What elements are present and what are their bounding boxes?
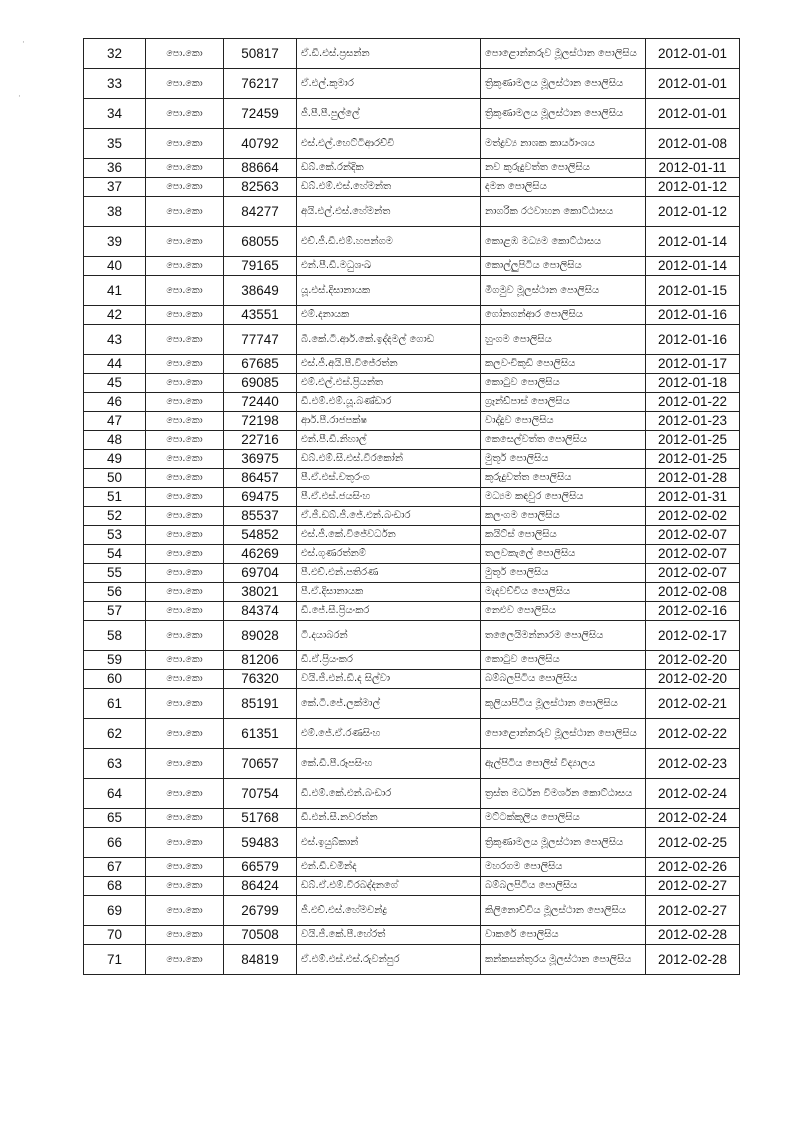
police-station-cell: ඇල්පිටිය පොලිස් විද්‍යාලය	[481, 749, 646, 779]
police-station-cell: පොළොන්නරුව මූලස්ථාන පොලිසිය	[481, 719, 646, 749]
serial-number-cell: 63	[84, 749, 146, 779]
table-row	[84, 257, 740, 276]
officer-name-cell: ඩබ්.එම්.සී.එස්.වීරකෝන්	[297, 450, 481, 469]
rank-cell: පො.කො	[146, 276, 224, 306]
rank-cell: පො.කො	[146, 621, 224, 651]
registration-number-cell: 76217	[224, 69, 297, 99]
table-row	[84, 877, 740, 896]
date-cell: 2012-02-27	[646, 877, 740, 896]
registration-number-cell: 40792	[224, 129, 297, 159]
registration-number-cell: 86457	[224, 469, 297, 488]
rank-cell: පො.කො	[146, 325, 224, 355]
date-cell: 2012-01-25	[646, 450, 740, 469]
rank-cell: පො.කො	[146, 689, 224, 719]
officer-name-cell: පී.ඒ.එස්.ජයසිංහ	[297, 488, 481, 507]
officer-name-cell: ඩී.එම්.කේ.එන්.බංඩාර	[297, 779, 481, 809]
rank-cell: පො.කො	[146, 651, 224, 670]
date-cell: 2012-01-16	[646, 306, 740, 325]
serial-number-cell: 46	[84, 393, 146, 412]
table-row	[84, 858, 740, 877]
registration-number-cell: 54852	[224, 526, 297, 545]
registration-number-cell: 38649	[224, 276, 297, 306]
officer-name-cell: පී.ඒ.එස්.චතුරංග	[297, 469, 481, 488]
table-row	[84, 412, 740, 431]
police-station-cell: ත්‍රිකුණාමලය මූලස්ථාන පොලිසිය	[481, 99, 646, 129]
registration-number-cell: 89028	[224, 621, 297, 651]
police-station-cell: වාද්දුව පොලිසිය	[481, 412, 646, 431]
officer-name-cell: එස්.ඉයුබ්කාන්	[297, 828, 481, 858]
date-cell: 2012-02-28	[646, 945, 740, 975]
table-row	[84, 651, 740, 670]
date-cell: 2012-02-24	[646, 809, 740, 828]
officer-name-cell: එම්.ජේ.ඒ.රණසිංහ	[297, 719, 481, 749]
table-row	[84, 621, 740, 651]
rank-cell: පො.කො	[146, 564, 224, 583]
police-station-cell: කොල්ලුපිටිය පොලිසිය	[481, 257, 646, 276]
date-cell: 2012-01-12	[646, 178, 740, 197]
document-page	[83, 38, 739, 975]
registration-number-cell: 69475	[224, 488, 297, 507]
date-cell: 2012-01-01	[646, 39, 740, 69]
table-row	[84, 488, 740, 507]
serial-number-cell: 45	[84, 374, 146, 393]
serial-number-cell: 51	[84, 488, 146, 507]
police-station-cell: මීගමුව මූලස්ථාන පොලිසිය	[481, 276, 646, 306]
serial-number-cell: 59	[84, 651, 146, 670]
table-row	[84, 689, 740, 719]
officer-name-cell: එස්.ජී.කේ.විජේවර්ධන	[297, 526, 481, 545]
police-station-cell: තලවකැලේ පොලිසිය	[481, 545, 646, 564]
table-row	[84, 828, 740, 858]
police-station-cell: කෙසෙල්වත්ත පොලිසිය	[481, 431, 646, 450]
date-cell: 2012-02-25	[646, 828, 740, 858]
rank-cell: පො.කො	[146, 719, 224, 749]
table-row	[84, 545, 740, 564]
police-station-cell: මත්ද්‍රව්‍ය නාශක කාර්යාංශය	[481, 129, 646, 159]
police-station-cell: කන්කසන්තුරය මූලස්ථාන පොලිසිය	[481, 945, 646, 975]
date-cell: 2012-01-17	[646, 355, 740, 374]
table-row	[84, 526, 740, 545]
registration-number-cell: 68055	[224, 227, 297, 257]
serial-number-cell: 58	[84, 621, 146, 651]
table-row	[84, 129, 740, 159]
registration-number-cell: 43551	[224, 306, 297, 325]
registration-number-cell: 76320	[224, 670, 297, 689]
table-row	[84, 276, 740, 306]
rank-cell: පො.කො	[146, 526, 224, 545]
rank-cell: පො.කො	[146, 602, 224, 621]
rank-cell: පො.කො	[146, 779, 224, 809]
police-station-cell: කොටුව පොලිසිය	[481, 651, 646, 670]
rank-cell: පො.කො	[146, 858, 224, 877]
officer-name-cell: කේ.ඩී.පී.රූපසිංහ	[297, 749, 481, 779]
police-station-cell: ගෝනගන්ආර පොලිසිය	[481, 306, 646, 325]
registration-number-cell: 85537	[224, 507, 297, 526]
registration-number-cell: 70657	[224, 749, 297, 779]
officer-name-cell: එන්.ඩී.චමින්ද	[297, 858, 481, 877]
date-cell: 2012-01-28	[646, 469, 740, 488]
police-station-cell: කලංගම පොලිසිය	[481, 507, 646, 526]
rank-cell: පො.කො	[146, 306, 224, 325]
date-cell: 2012-02-26	[646, 858, 740, 877]
officer-name-cell: කේ.ටී.ජේ.ලක්මාල්	[297, 689, 481, 719]
date-cell: 2012-02-07	[646, 545, 740, 564]
rank-cell: පො.කො	[146, 877, 224, 896]
serial-number-cell: 69	[84, 896, 146, 926]
registration-number-cell: 82563	[224, 178, 297, 197]
police-station-cell: කොටුව පොලිසිය	[481, 374, 646, 393]
police-station-cell: නාගරික රථවාහන කොට්ඨාසය	[481, 197, 646, 227]
police-station-cell: කුලියාපිටිය මූලස්ථාන පොලිසිය	[481, 689, 646, 719]
date-cell: 2012-01-01	[646, 99, 740, 129]
officer-name-cell: ජී.එච්.එස්.හේමචන්ද්‍ර	[297, 896, 481, 926]
officer-transfer-table	[83, 38, 740, 975]
date-cell: 2012-02-22	[646, 719, 740, 749]
officer-name-cell: ඒ.ජී.ඩබ්.ජී.ජේ.එන්.බංඩාර	[297, 507, 481, 526]
registration-number-cell: 67685	[224, 355, 297, 374]
serial-number-cell: 34	[84, 99, 146, 129]
registration-number-cell: 77747	[224, 325, 297, 355]
date-cell: 2012-02-28	[646, 926, 740, 945]
table-row	[84, 469, 740, 488]
serial-number-cell: 36	[84, 159, 146, 178]
registration-number-cell: 84819	[224, 945, 297, 975]
date-cell: 2012-02-24	[646, 779, 740, 809]
officer-name-cell: ටී.දයාබරන්	[297, 621, 481, 651]
police-station-cell: මධ්‍යම කඳවුර පොලිසිය	[481, 488, 646, 507]
serial-number-cell: 67	[84, 858, 146, 877]
table-row	[84, 926, 740, 945]
rank-cell: පො.කො	[146, 159, 224, 178]
date-cell: 2012-01-16	[646, 325, 740, 355]
police-station-cell: මුතූර් පොලිසිය	[481, 450, 646, 469]
serial-number-cell: 62	[84, 719, 146, 749]
registration-number-cell: 72459	[224, 99, 297, 129]
table-row	[84, 602, 740, 621]
rank-cell: පො.කො	[146, 488, 224, 507]
serial-number-cell: 42	[84, 306, 146, 325]
rank-cell: පො.කො	[146, 828, 224, 858]
rank-cell: පො.කො	[146, 926, 224, 945]
date-cell: 2012-01-23	[646, 412, 740, 431]
officer-name-cell: ජී.පී.පී.පුල්ලේ	[297, 99, 481, 129]
serial-number-cell: 41	[84, 276, 146, 306]
registration-number-cell: 46269	[224, 545, 297, 564]
table-row	[84, 945, 740, 975]
rank-cell: පො.කො	[146, 749, 224, 779]
police-station-cell: මට්ටක්කුලිය පොලිසිය	[481, 809, 646, 828]
date-cell: 2012-01-31	[646, 488, 740, 507]
table-row	[84, 227, 740, 257]
date-cell: 2012-02-23	[646, 749, 740, 779]
serial-number-cell: 71	[84, 945, 146, 975]
registration-number-cell: 66579	[224, 858, 297, 877]
rank-cell: පො.කො	[146, 374, 224, 393]
table-row	[84, 325, 740, 355]
rank-cell: පො.කො	[146, 431, 224, 450]
registration-number-cell: 79165	[224, 257, 297, 276]
date-cell: 2012-01-01	[646, 69, 740, 99]
rank-cell: පො.කො	[146, 507, 224, 526]
registration-number-cell: 22716	[224, 431, 297, 450]
registration-number-cell: 72440	[224, 393, 297, 412]
date-cell: 2012-02-20	[646, 651, 740, 670]
officer-name-cell: එන්.පී.ඩී.මධුශංඛ	[297, 257, 481, 276]
officer-name-cell: එස්.ගුණරත්නම්	[297, 545, 481, 564]
date-cell: 2012-01-25	[646, 431, 740, 450]
police-station-cell: හුංගම පොලිසිය	[481, 325, 646, 355]
serial-number-cell: 35	[84, 129, 146, 159]
officer-name-cell: ඩබ්.ඒ.එම්.වීරබද්දනගේ	[297, 877, 481, 896]
police-station-cell: වාකරේ පොලිසිය	[481, 926, 646, 945]
rank-cell: පො.කො	[146, 178, 224, 197]
serial-number-cell: 57	[84, 602, 146, 621]
serial-number-cell: 56	[84, 583, 146, 602]
rank-cell: පො.කො	[146, 545, 224, 564]
registration-number-cell: 69704	[224, 564, 297, 583]
officer-name-cell: පී.එච්.එන්.පතිරණ	[297, 564, 481, 583]
police-station-cell: කොළඹ මධ්‍යම කොට්ඨාසය	[481, 227, 646, 257]
serial-number-cell: 38	[84, 197, 146, 227]
table-row	[84, 809, 740, 828]
officer-name-cell: ඒ.එල්.කුමාර	[297, 69, 481, 99]
police-station-cell: බම්බලපිටිය පොලිසිය	[481, 877, 646, 896]
registration-number-cell: 59483	[224, 828, 297, 858]
serial-number-cell: 39	[84, 227, 146, 257]
table-row	[84, 670, 740, 689]
police-station-cell: ග්‍රෑන්ඩ්පාස් පොලිසිය	[481, 393, 646, 412]
registration-number-cell: 69085	[224, 374, 297, 393]
date-cell: 2012-01-22	[646, 393, 740, 412]
police-station-cell: දමන පොලිසිය	[481, 178, 646, 197]
officer-name-cell: ඩී.ජේ.සී.ප්‍රියංකර	[297, 602, 481, 621]
table-row	[84, 178, 740, 197]
police-station-cell: ත්‍රිකුණාමලය මූලස්ථාන පොලිසිය	[481, 828, 646, 858]
registration-number-cell: 70754	[224, 779, 297, 809]
officer-name-cell: එච්.ජී.ඩී.එම්.හපන්ගම	[297, 227, 481, 257]
date-cell: 2012-02-16	[646, 602, 740, 621]
rank-cell: පො.කො	[146, 197, 224, 227]
table-row	[84, 99, 740, 129]
police-station-cell: තලෛයිමන්නාරම පොලිසිය	[481, 621, 646, 651]
table-row	[84, 355, 740, 374]
serial-number-cell: 68	[84, 877, 146, 896]
police-station-cell: නව කුරුදුවත්ත පොලිසිය	[481, 159, 646, 178]
table-row	[84, 507, 740, 526]
date-cell: 2012-01-12	[646, 197, 740, 227]
table-row	[84, 583, 740, 602]
police-station-cell: කලවංචිකුඩි පොලිසිය	[481, 355, 646, 374]
serial-number-cell: 61	[84, 689, 146, 719]
serial-number-cell: 37	[84, 178, 146, 197]
date-cell: 2012-01-08	[646, 129, 740, 159]
officer-name-cell: එස්.එල්.හෙට්ටිආරච්චි	[297, 129, 481, 159]
table-row	[84, 564, 740, 583]
table-row	[84, 779, 740, 809]
registration-number-cell: 84277	[224, 197, 297, 227]
date-cell: 2012-01-11	[646, 159, 740, 178]
rank-cell: පො.කො	[146, 39, 224, 69]
registration-number-cell: 36975	[224, 450, 297, 469]
date-cell: 2012-02-02	[646, 507, 740, 526]
registration-number-cell: 51768	[224, 809, 297, 828]
registration-number-cell: 61351	[224, 719, 297, 749]
table-row	[84, 159, 740, 178]
officer-name-cell: ආර්.පී.රාජපක්ෂ	[297, 412, 481, 431]
police-station-cell: කුරුදුවත්ත පොලිසිය	[481, 469, 646, 488]
officer-name-cell: ඩබ්.කේ.රන්දික	[297, 159, 481, 178]
registration-number-cell: 38021	[224, 583, 297, 602]
police-station-cell: කයිට්ස් පොලිසිය	[481, 526, 646, 545]
police-station-cell: ත්‍රිකුණාමලය මූලස්ථාන පොලිසිය	[481, 69, 646, 99]
table-body	[84, 39, 740, 975]
serial-number-cell: 44	[84, 355, 146, 374]
serial-number-cell: 32	[84, 39, 146, 69]
registration-number-cell: 86424	[224, 877, 297, 896]
officer-name-cell: ඩී.එන්.සී.නවරත්න	[297, 809, 481, 828]
serial-number-cell: 66	[84, 828, 146, 858]
table-row	[84, 39, 740, 69]
table-row	[84, 306, 740, 325]
date-cell: 2012-01-15	[646, 276, 740, 306]
serial-number-cell: 48	[84, 431, 146, 450]
rank-cell: පො.කො	[146, 129, 224, 159]
police-station-cell: මැදවච්චිය පොලිසිය	[481, 583, 646, 602]
date-cell: 2012-01-14	[646, 227, 740, 257]
registration-number-cell: 26799	[224, 896, 297, 926]
officer-name-cell: ඒ.එම්.එස්.එස්.රුවන්පුර	[297, 945, 481, 975]
serial-number-cell: 40	[84, 257, 146, 276]
officer-name-cell: වයි.ජී.කේ.පී.හේරත්	[297, 926, 481, 945]
rank-cell: පො.කො	[146, 412, 224, 431]
police-station-cell: බම්බලපිටිය පොලිසිය	[481, 670, 646, 689]
officer-name-cell: බී.කේ.ටී.ආර්.කේ.ඉද්දමල් ගොඩ	[297, 325, 481, 355]
rank-cell: පො.කො	[146, 227, 224, 257]
police-station-cell: ත්‍රස්ත මර්ධන විමර්ශන කොට්ඨාසය	[481, 779, 646, 809]
table-row	[84, 719, 740, 749]
officer-name-cell: ඩී.එම්.එම්.යූ.බණ්ඩාර	[297, 393, 481, 412]
registration-number-cell: 85191	[224, 689, 297, 719]
officer-name-cell: එම්.දනායක	[297, 306, 481, 325]
rank-cell: පො.කො	[146, 945, 224, 975]
rank-cell: පො.කො	[146, 450, 224, 469]
date-cell: 2012-02-08	[646, 583, 740, 602]
serial-number-cell: 49	[84, 450, 146, 469]
scan-mark: ·	[22, 38, 25, 48]
date-cell: 2012-02-20	[646, 670, 740, 689]
rank-cell: පො.කො	[146, 69, 224, 99]
serial-number-cell: 47	[84, 412, 146, 431]
officer-name-cell: ඩී.ඒ.ප්‍රියංකර	[297, 651, 481, 670]
registration-number-cell: 88664	[224, 159, 297, 178]
rank-cell: පො.කො	[146, 896, 224, 926]
police-station-cell: නෙළුව පොලිසිය	[481, 602, 646, 621]
date-cell: 2012-01-18	[646, 374, 740, 393]
serial-number-cell: 60	[84, 670, 146, 689]
serial-number-cell: 33	[84, 69, 146, 99]
rank-cell: පො.කො	[146, 355, 224, 374]
serial-number-cell: 53	[84, 526, 146, 545]
rank-cell: පො.කො	[146, 809, 224, 828]
officer-name-cell: ඒ.ඩී.එස්.ප්‍රසන්න	[297, 39, 481, 69]
serial-number-cell: 55	[84, 564, 146, 583]
date-cell: 2012-02-07	[646, 526, 740, 545]
date-cell: 2012-02-21	[646, 689, 740, 719]
officer-name-cell: පී.ඒ.දිසානායක	[297, 583, 481, 602]
registration-number-cell: 50817	[224, 39, 297, 69]
date-cell: 2012-02-07	[646, 564, 740, 583]
scan-mark: ·	[18, 92, 21, 102]
rank-cell: පො.කො	[146, 469, 224, 488]
table-row	[84, 393, 740, 412]
officer-name-cell: ඩබ්.එම්.එස්.හේමන්ත	[297, 178, 481, 197]
police-station-cell: පොළොන්නරුව මූලස්ථාන පොලිසිය	[481, 39, 646, 69]
officer-name-cell: වයි.ජී.එන්.ඩී.ද සිල්වා	[297, 670, 481, 689]
registration-number-cell: 84374	[224, 602, 297, 621]
officer-name-cell: එම්.එල්.එස්.ප්‍රියන්ත	[297, 374, 481, 393]
table-row	[84, 896, 740, 926]
serial-number-cell: 65	[84, 809, 146, 828]
date-cell: 2012-02-27	[646, 896, 740, 926]
officer-name-cell: එස්.ජී.අයි.පී.විජේරත්න	[297, 355, 481, 374]
table-row	[84, 431, 740, 450]
table-row	[84, 197, 740, 227]
serial-number-cell: 70	[84, 926, 146, 945]
rank-cell: පො.කො	[146, 583, 224, 602]
officer-name-cell: යූ.එස්.දිසානායක	[297, 276, 481, 306]
police-station-cell: මහරගම පොලිසිය	[481, 858, 646, 877]
rank-cell: පො.කො	[146, 257, 224, 276]
registration-number-cell: 70508	[224, 926, 297, 945]
rank-cell: පො.කො	[146, 99, 224, 129]
officer-name-cell: එන්.පී.ඩී.නිහාල්	[297, 431, 481, 450]
table-row	[84, 450, 740, 469]
serial-number-cell: 52	[84, 507, 146, 526]
registration-number-cell: 72198	[224, 412, 297, 431]
date-cell: 2012-01-14	[646, 257, 740, 276]
police-station-cell: මුතූර් පොලිසිය	[481, 564, 646, 583]
registration-number-cell: 81206	[224, 651, 297, 670]
serial-number-cell: 43	[84, 325, 146, 355]
table-row	[84, 374, 740, 393]
date-cell: 2012-02-17	[646, 621, 740, 651]
serial-number-cell: 50	[84, 469, 146, 488]
police-station-cell: කිලිනොච්චිය මූලස්ථාන පොලිසිය	[481, 896, 646, 926]
serial-number-cell: 64	[84, 779, 146, 809]
table-row	[84, 749, 740, 779]
officer-name-cell: අයි.එල්.එස්.හේමන්ත	[297, 197, 481, 227]
serial-number-cell: 54	[84, 545, 146, 564]
table-row	[84, 69, 740, 99]
rank-cell: පො.කො	[146, 670, 224, 689]
rank-cell: පො.කො	[146, 393, 224, 412]
